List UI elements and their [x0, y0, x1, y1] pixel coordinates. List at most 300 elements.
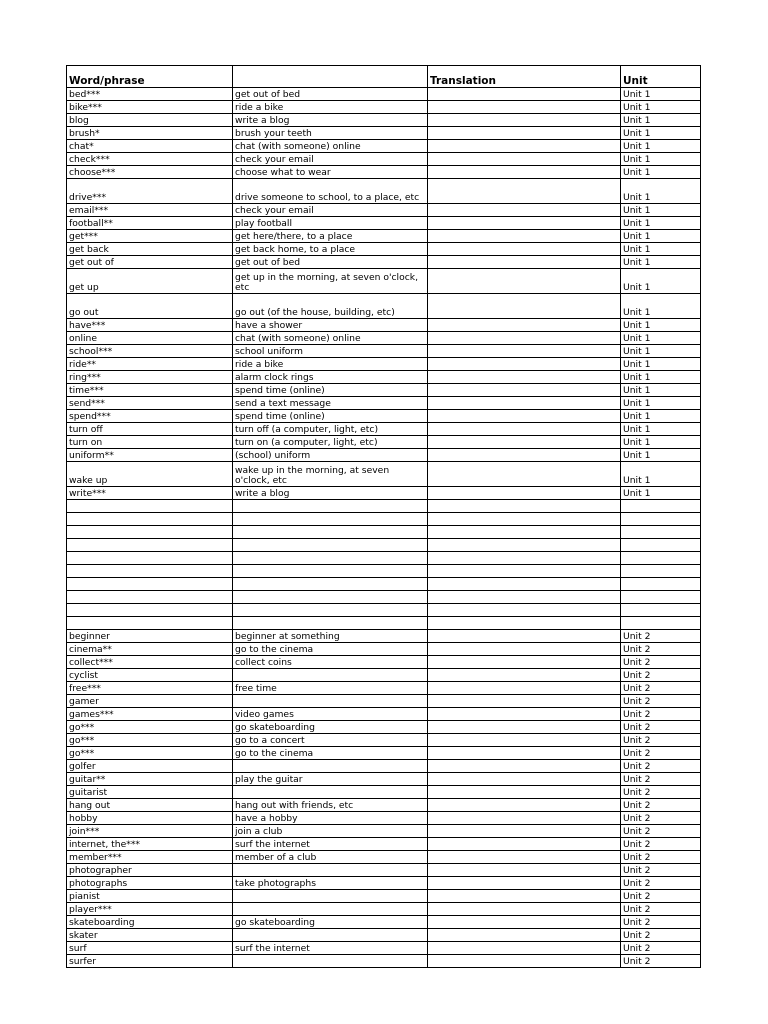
phrase-cell[interactable]	[233, 864, 428, 877]
word-cell[interactable]: go out	[67, 294, 233, 319]
phrase-cell[interactable]	[233, 552, 428, 565]
unit-cell[interactable]	[621, 591, 701, 604]
word-cell[interactable]: time***	[67, 384, 233, 397]
word-cell[interactable]: join***	[67, 825, 233, 838]
translation-cell[interactable]	[428, 384, 621, 397]
phrase-cell[interactable]: get out of bed	[233, 256, 428, 269]
phrase-cell[interactable]: chat (with someone) online	[233, 332, 428, 345]
table-row	[67, 773, 701, 786]
unit-cell[interactable]: Unit 1	[621, 179, 701, 204]
translation-cell[interactable]	[428, 487, 621, 500]
unit-cell[interactable]: Unit 2	[621, 851, 701, 864]
translation-cell[interactable]	[428, 617, 621, 630]
word-cell[interactable]: hang out	[67, 799, 233, 812]
word-cell[interactable]: bed***	[67, 88, 233, 101]
translation-cell[interactable]	[428, 539, 621, 552]
unit-cell[interactable]: Unit 2	[621, 864, 701, 877]
phrase-cell[interactable]: free time	[233, 682, 428, 695]
translation-cell[interactable]	[428, 708, 621, 721]
word-cell[interactable]: skateboarding	[67, 916, 233, 929]
table-row	[67, 319, 701, 332]
phrase-cell[interactable]: join a club	[233, 825, 428, 838]
phrase-cell[interactable]	[233, 929, 428, 942]
unit-cell[interactable]: Unit 1	[621, 410, 701, 423]
phrase-cell[interactable]: surf the internet	[233, 838, 428, 851]
phrase-cell[interactable]: turn off (a computer, light, etc)	[233, 423, 428, 436]
translation-cell[interactable]	[428, 669, 621, 682]
translation-cell[interactable]	[428, 773, 621, 786]
translation-cell[interactable]	[428, 127, 621, 140]
table-row	[67, 217, 701, 230]
unit-cell[interactable]: Unit 1	[621, 345, 701, 358]
phrase-cell[interactable]: collect coins	[233, 656, 428, 669]
table-row	[67, 153, 701, 166]
unit-cell[interactable]	[621, 604, 701, 617]
word-cell[interactable]: guitarist	[67, 786, 233, 799]
unit-cell[interactable]: Unit 1	[621, 153, 701, 166]
phrase-cell[interactable]: go to the cinema	[233, 643, 428, 656]
translation-cell[interactable]	[428, 462, 621, 487]
translation-cell[interactable]	[428, 552, 621, 565]
translation-cell[interactable]	[428, 630, 621, 643]
unit-cell[interactable]: Unit 1	[621, 127, 701, 140]
word-cell[interactable]: choose***	[67, 166, 233, 179]
unit-cell[interactable]	[621, 513, 701, 526]
word-cell[interactable]: member***	[67, 851, 233, 864]
word-cell[interactable]: send***	[67, 397, 233, 410]
unit-cell[interactable]: Unit 1	[621, 358, 701, 371]
translation-cell[interactable]	[428, 166, 621, 179]
phrase-cell[interactable]: send a text message	[233, 397, 428, 410]
word-cell[interactable]: pianist	[67, 890, 233, 903]
header-translation: Translation	[428, 66, 621, 88]
phrase-cell[interactable]	[233, 903, 428, 916]
table-row	[67, 838, 701, 851]
translation-cell[interactable]	[428, 397, 621, 410]
table-row	[67, 101, 701, 114]
phrase-cell[interactable]: spend time (online)	[233, 384, 428, 397]
unit-cell[interactable]: Unit 2	[621, 786, 701, 799]
translation-cell[interactable]	[428, 721, 621, 734]
phrase-cell[interactable]: choose what to wear	[233, 166, 428, 179]
translation-cell[interactable]	[428, 682, 621, 695]
unit-cell[interactable]	[621, 617, 701, 630]
translation-cell[interactable]	[428, 500, 621, 513]
table-row	[67, 890, 701, 903]
translation-cell[interactable]	[428, 695, 621, 708]
word-cell[interactable]: go***	[67, 734, 233, 747]
table-row	[67, 204, 701, 217]
phrase-cell[interactable]: get here/there, to a place	[233, 230, 428, 243]
translation-cell[interactable]	[428, 578, 621, 591]
phrase-cell[interactable]: beginner at something	[233, 630, 428, 643]
table-row	[67, 812, 701, 825]
unit-cell[interactable]: Unit 1	[621, 204, 701, 217]
table-row	[67, 423, 701, 436]
unit-cell[interactable]: Unit 2	[621, 929, 701, 942]
translation-cell[interactable]	[428, 358, 621, 371]
unit-cell[interactable]	[621, 526, 701, 539]
header-unit: Unit	[621, 66, 701, 88]
unit-cell[interactable]: Unit 1	[621, 319, 701, 332]
unit-cell[interactable]: Unit 2	[621, 890, 701, 903]
phrase-cell[interactable]: write a blog	[233, 114, 428, 127]
table-row	[67, 371, 701, 384]
unit-cell[interactable]: Unit 1	[621, 371, 701, 384]
unit-cell[interactable]: Unit 1	[621, 332, 701, 345]
unit-cell[interactable]	[621, 500, 701, 513]
unit-cell[interactable]: Unit 2	[621, 695, 701, 708]
phrase-cell[interactable]: go out (of the house, building, etc)	[233, 294, 428, 319]
translation-cell[interactable]	[428, 114, 621, 127]
phrase-cell[interactable]: go skateboarding	[233, 916, 428, 929]
unit-cell[interactable]: Unit 2	[621, 877, 701, 890]
word-cell[interactable]: get***	[67, 230, 233, 243]
unit-cell[interactable]	[621, 578, 701, 591]
word-cell[interactable]: email***	[67, 204, 233, 217]
phrase-cell[interactable]: spend time (online)	[233, 410, 428, 423]
unit-cell[interactable]: Unit 2	[621, 630, 701, 643]
word-cell[interactable]	[67, 513, 233, 526]
word-cell[interactable]: collect***	[67, 656, 233, 669]
unit-cell[interactable]: Unit 1	[621, 423, 701, 436]
unit-cell[interactable]: Unit 1	[621, 88, 701, 101]
phrase-cell[interactable]: have a hobby	[233, 812, 428, 825]
phrase-cell[interactable]: check your email	[233, 153, 428, 166]
translation-cell[interactable]	[428, 799, 621, 812]
unit-cell[interactable]: Unit 2	[621, 942, 701, 955]
phrase-cell[interactable]: member of a club	[233, 851, 428, 864]
unit-cell[interactable]: Unit 2	[621, 734, 701, 747]
translation-cell[interactable]	[428, 812, 621, 825]
word-cell[interactable]: guitar**	[67, 773, 233, 786]
table-row	[67, 591, 701, 604]
word-cell[interactable]: check***	[67, 153, 233, 166]
word-cell[interactable]	[67, 591, 233, 604]
table-row	[67, 786, 701, 799]
translation-cell[interactable]	[428, 319, 621, 332]
word-cell[interactable]: chat*	[67, 140, 233, 153]
word-cell[interactable]: drive***	[67, 179, 233, 204]
unit-cell[interactable]: Unit 2	[621, 903, 701, 916]
translation-cell[interactable]	[428, 526, 621, 539]
word-cell[interactable]: free***	[67, 682, 233, 695]
phrase-cell[interactable]: check your email	[233, 204, 428, 217]
phrase-cell[interactable]: go to a concert	[233, 734, 428, 747]
word-cell[interactable]	[67, 552, 233, 565]
word-cell[interactable]: surf	[67, 942, 233, 955]
translation-cell[interactable]	[428, 230, 621, 243]
translation-cell[interactable]	[428, 101, 621, 114]
translation-cell[interactable]	[428, 140, 621, 153]
translation-cell[interactable]	[428, 294, 621, 319]
translation-cell[interactable]	[428, 864, 621, 877]
unit-cell[interactable]: Unit 2	[621, 708, 701, 721]
phrase-cell[interactable]: video games	[233, 708, 428, 721]
translation-cell[interactable]	[428, 269, 621, 294]
table-row	[67, 630, 701, 643]
word-cell[interactable]: ride**	[67, 358, 233, 371]
table-row	[67, 230, 701, 243]
table-row	[67, 436, 701, 449]
table-row	[67, 166, 701, 179]
unit-cell[interactable]: Unit 2	[621, 838, 701, 851]
translation-cell[interactable]	[428, 153, 621, 166]
word-cell[interactable]: get up	[67, 269, 233, 294]
word-cell[interactable]: school***	[67, 345, 233, 358]
translation-cell[interactable]	[428, 877, 621, 890]
word-cell[interactable]: blog	[67, 114, 233, 127]
unit-cell[interactable]: Unit 2	[621, 812, 701, 825]
word-cell[interactable]: uniform**	[67, 449, 233, 462]
word-cell[interactable]: write***	[67, 487, 233, 500]
word-cell[interactable]: golfer	[67, 760, 233, 773]
table-row	[67, 526, 701, 539]
word-cell[interactable]: photographs	[67, 877, 233, 890]
word-cell[interactable]: turn off	[67, 423, 233, 436]
unit-cell[interactable]: Unit 2	[621, 747, 701, 760]
phrase-cell[interactable]	[233, 786, 428, 799]
phrase-cell[interactable]: brush your teeth	[233, 127, 428, 140]
phrase-cell[interactable]: write a blog	[233, 487, 428, 500]
word-cell[interactable]	[67, 565, 233, 578]
translation-cell[interactable]	[428, 890, 621, 903]
phrase-cell[interactable]	[233, 513, 428, 526]
phrase-cell[interactable]	[233, 539, 428, 552]
table-row	[67, 825, 701, 838]
word-cell[interactable]: internet, the***	[67, 838, 233, 851]
phrase-cell[interactable]	[233, 565, 428, 578]
table-row	[67, 140, 701, 153]
translation-cell[interactable]	[428, 851, 621, 864]
unit-cell[interactable]: Unit 1	[621, 487, 701, 500]
translation-cell[interactable]	[428, 929, 621, 942]
table-row	[67, 500, 701, 513]
table-row	[67, 604, 701, 617]
word-cell[interactable]: wake up	[67, 462, 233, 487]
unit-cell[interactable]: Unit 1	[621, 269, 701, 294]
word-cell[interactable]: ring***	[67, 371, 233, 384]
translation-cell[interactable]	[428, 591, 621, 604]
unit-cell[interactable]	[621, 539, 701, 552]
unit-cell[interactable]: Unit 2	[621, 721, 701, 734]
unit-cell[interactable]: Unit 2	[621, 916, 701, 929]
word-cell[interactable]: online	[67, 332, 233, 345]
table-row	[67, 487, 701, 500]
unit-cell[interactable]: Unit 2	[621, 760, 701, 773]
translation-cell[interactable]	[428, 903, 621, 916]
phrase-cell[interactable]: chat (with someone) online	[233, 140, 428, 153]
translation-cell[interactable]	[428, 786, 621, 799]
phrase-cell[interactable]: hang out with friends, etc	[233, 799, 428, 812]
word-cell[interactable]	[67, 617, 233, 630]
table-row	[67, 462, 701, 487]
word-cell[interactable]: gamer	[67, 695, 233, 708]
word-cell[interactable]	[67, 578, 233, 591]
unit-cell[interactable]: Unit 1	[621, 436, 701, 449]
table-row	[67, 669, 701, 682]
phrase-cell[interactable]	[233, 617, 428, 630]
phrase-cell[interactable]: get up in the morning, at seven o'clock, etc	[233, 269, 428, 294]
unit-cell[interactable]: Unit 1	[621, 384, 701, 397]
table-row	[67, 114, 701, 127]
table-row	[67, 851, 701, 864]
unit-cell[interactable]: Unit 2	[621, 825, 701, 838]
phrase-cell[interactable]	[233, 500, 428, 513]
unit-cell[interactable]: Unit 1	[621, 114, 701, 127]
unit-cell[interactable]: Unit 2	[621, 656, 701, 669]
phrase-cell[interactable]: play football	[233, 217, 428, 230]
translation-cell[interactable]	[428, 942, 621, 955]
table-row	[67, 513, 701, 526]
unit-cell[interactable]: Unit 2	[621, 799, 701, 812]
phrase-cell[interactable]: have a shower	[233, 319, 428, 332]
phrase-cell[interactable]: wake up in the morning, at seven o'clock, etc	[233, 462, 428, 487]
translation-cell[interactable]	[428, 332, 621, 345]
phrase-cell[interactable]: drive someone to school, to a place, etc	[233, 179, 428, 204]
unit-cell[interactable]: Unit 1	[621, 101, 701, 114]
unit-cell[interactable]	[621, 565, 701, 578]
word-cell[interactable]	[67, 526, 233, 539]
phrase-cell[interactable]: ride a bike	[233, 101, 428, 114]
word-cell[interactable]: beginner	[67, 630, 233, 643]
table-row	[67, 916, 701, 929]
phrase-cell[interactable]: play the guitar	[233, 773, 428, 786]
translation-cell[interactable]	[428, 410, 621, 423]
unit-cell[interactable]: Unit 1	[621, 294, 701, 319]
phrase-cell[interactable]	[233, 578, 428, 591]
unit-cell[interactable]: Unit 2	[621, 682, 701, 695]
phrase-cell[interactable]	[233, 695, 428, 708]
phrase-cell[interactable]: get out of bed	[233, 88, 428, 101]
table-row	[67, 410, 701, 423]
unit-cell[interactable]: Unit 2	[621, 773, 701, 786]
table-row	[67, 256, 701, 269]
translation-cell[interactable]	[428, 760, 621, 773]
word-cell[interactable]: skater	[67, 929, 233, 942]
unit-cell[interactable]: Unit 1	[621, 243, 701, 256]
translation-cell[interactable]	[428, 734, 621, 747]
translation-cell[interactable]	[428, 449, 621, 462]
phrase-cell[interactable]	[233, 669, 428, 682]
phrase-cell[interactable]: (school) uniform	[233, 449, 428, 462]
unit-cell[interactable]: Unit 1	[621, 462, 701, 487]
phrase-cell[interactable]: school uniform	[233, 345, 428, 358]
header-example	[233, 66, 428, 88]
word-cell[interactable]: football**	[67, 217, 233, 230]
unit-cell[interactable]: Unit 1	[621, 166, 701, 179]
unit-cell[interactable]: Unit 1	[621, 230, 701, 243]
unit-cell[interactable]: Unit 1	[621, 140, 701, 153]
word-cell[interactable]: go***	[67, 721, 233, 734]
word-cell[interactable]: go***	[67, 747, 233, 760]
word-cell[interactable]: get back	[67, 243, 233, 256]
table-row	[67, 243, 701, 256]
translation-cell[interactable]	[428, 747, 621, 760]
phrase-cell[interactable]	[233, 591, 428, 604]
word-cell[interactable]: games***	[67, 708, 233, 721]
translation-cell[interactable]	[428, 643, 621, 656]
table-row	[67, 903, 701, 916]
unit-cell[interactable]: Unit 2	[621, 643, 701, 656]
phrase-cell[interactable]	[233, 604, 428, 617]
table-row	[67, 358, 701, 371]
unit-cell[interactable]: Unit 1	[621, 256, 701, 269]
word-cell[interactable]	[67, 500, 233, 513]
unit-cell[interactable]: Unit 2	[621, 669, 701, 682]
translation-cell[interactable]	[428, 604, 621, 617]
table-row	[67, 539, 701, 552]
word-cell[interactable]: have***	[67, 319, 233, 332]
translation-cell[interactable]	[428, 423, 621, 436]
word-cell[interactable]: brush*	[67, 127, 233, 140]
table-row	[67, 269, 701, 294]
translation-cell[interactable]	[428, 345, 621, 358]
phrase-cell[interactable]: alarm clock rings	[233, 371, 428, 384]
table-row	[67, 578, 701, 591]
table-row	[67, 397, 701, 410]
phrase-cell[interactable]	[233, 526, 428, 539]
translation-cell[interactable]	[428, 825, 621, 838]
table-row	[67, 734, 701, 747]
translation-cell[interactable]	[428, 204, 621, 217]
word-cell[interactable]: cyclist	[67, 669, 233, 682]
table-row	[67, 617, 701, 630]
unit-cell[interactable]: Unit 1	[621, 217, 701, 230]
translation-cell[interactable]	[428, 256, 621, 269]
word-cell[interactable]: spend***	[67, 410, 233, 423]
word-cell[interactable]: turn on	[67, 436, 233, 449]
translation-cell[interactable]	[428, 565, 621, 578]
table-row	[67, 708, 701, 721]
word-cell[interactable]: hobby	[67, 812, 233, 825]
phrase-cell[interactable]: surf the internet	[233, 942, 428, 955]
word-cell[interactable]	[67, 539, 233, 552]
phrase-cell[interactable]: take photographs	[233, 877, 428, 890]
word-cell[interactable]	[67, 604, 233, 617]
phrase-cell[interactable]	[233, 760, 428, 773]
translation-cell[interactable]	[428, 371, 621, 384]
translation-cell[interactable]	[428, 838, 621, 851]
word-cell[interactable]: player***	[67, 903, 233, 916]
unit-cell[interactable]	[621, 552, 701, 565]
phrase-cell[interactable]	[233, 955, 428, 968]
phrase-cell[interactable]: ride a bike	[233, 358, 428, 371]
translation-cell[interactable]	[428, 217, 621, 230]
translation-cell[interactable]	[428, 656, 621, 669]
phrase-cell[interactable]	[233, 890, 428, 903]
word-cell[interactable]: surfer	[67, 955, 233, 968]
translation-cell[interactable]	[428, 513, 621, 526]
word-cell[interactable]: cinema**	[67, 643, 233, 656]
translation-cell[interactable]	[428, 916, 621, 929]
word-cell[interactable]: bike***	[67, 101, 233, 114]
phrase-cell[interactable]: turn on (a computer, light, etc)	[233, 436, 428, 449]
translation-cell[interactable]	[428, 88, 621, 101]
translation-cell[interactable]	[428, 179, 621, 204]
unit-cell[interactable]: Unit 1	[621, 397, 701, 410]
word-cell[interactable]: photographer	[67, 864, 233, 877]
unit-cell[interactable]: Unit 2	[621, 955, 701, 968]
phrase-cell[interactable]: go to the cinema	[233, 747, 428, 760]
phrase-cell[interactable]: get back home, to a place	[233, 243, 428, 256]
translation-cell[interactable]	[428, 955, 621, 968]
word-cell[interactable]: get out of	[67, 256, 233, 269]
translation-cell[interactable]	[428, 243, 621, 256]
translation-cell[interactable]	[428, 436, 621, 449]
phrase-cell[interactable]: go skateboarding	[233, 721, 428, 734]
unit-cell[interactable]: Unit 1	[621, 449, 701, 462]
